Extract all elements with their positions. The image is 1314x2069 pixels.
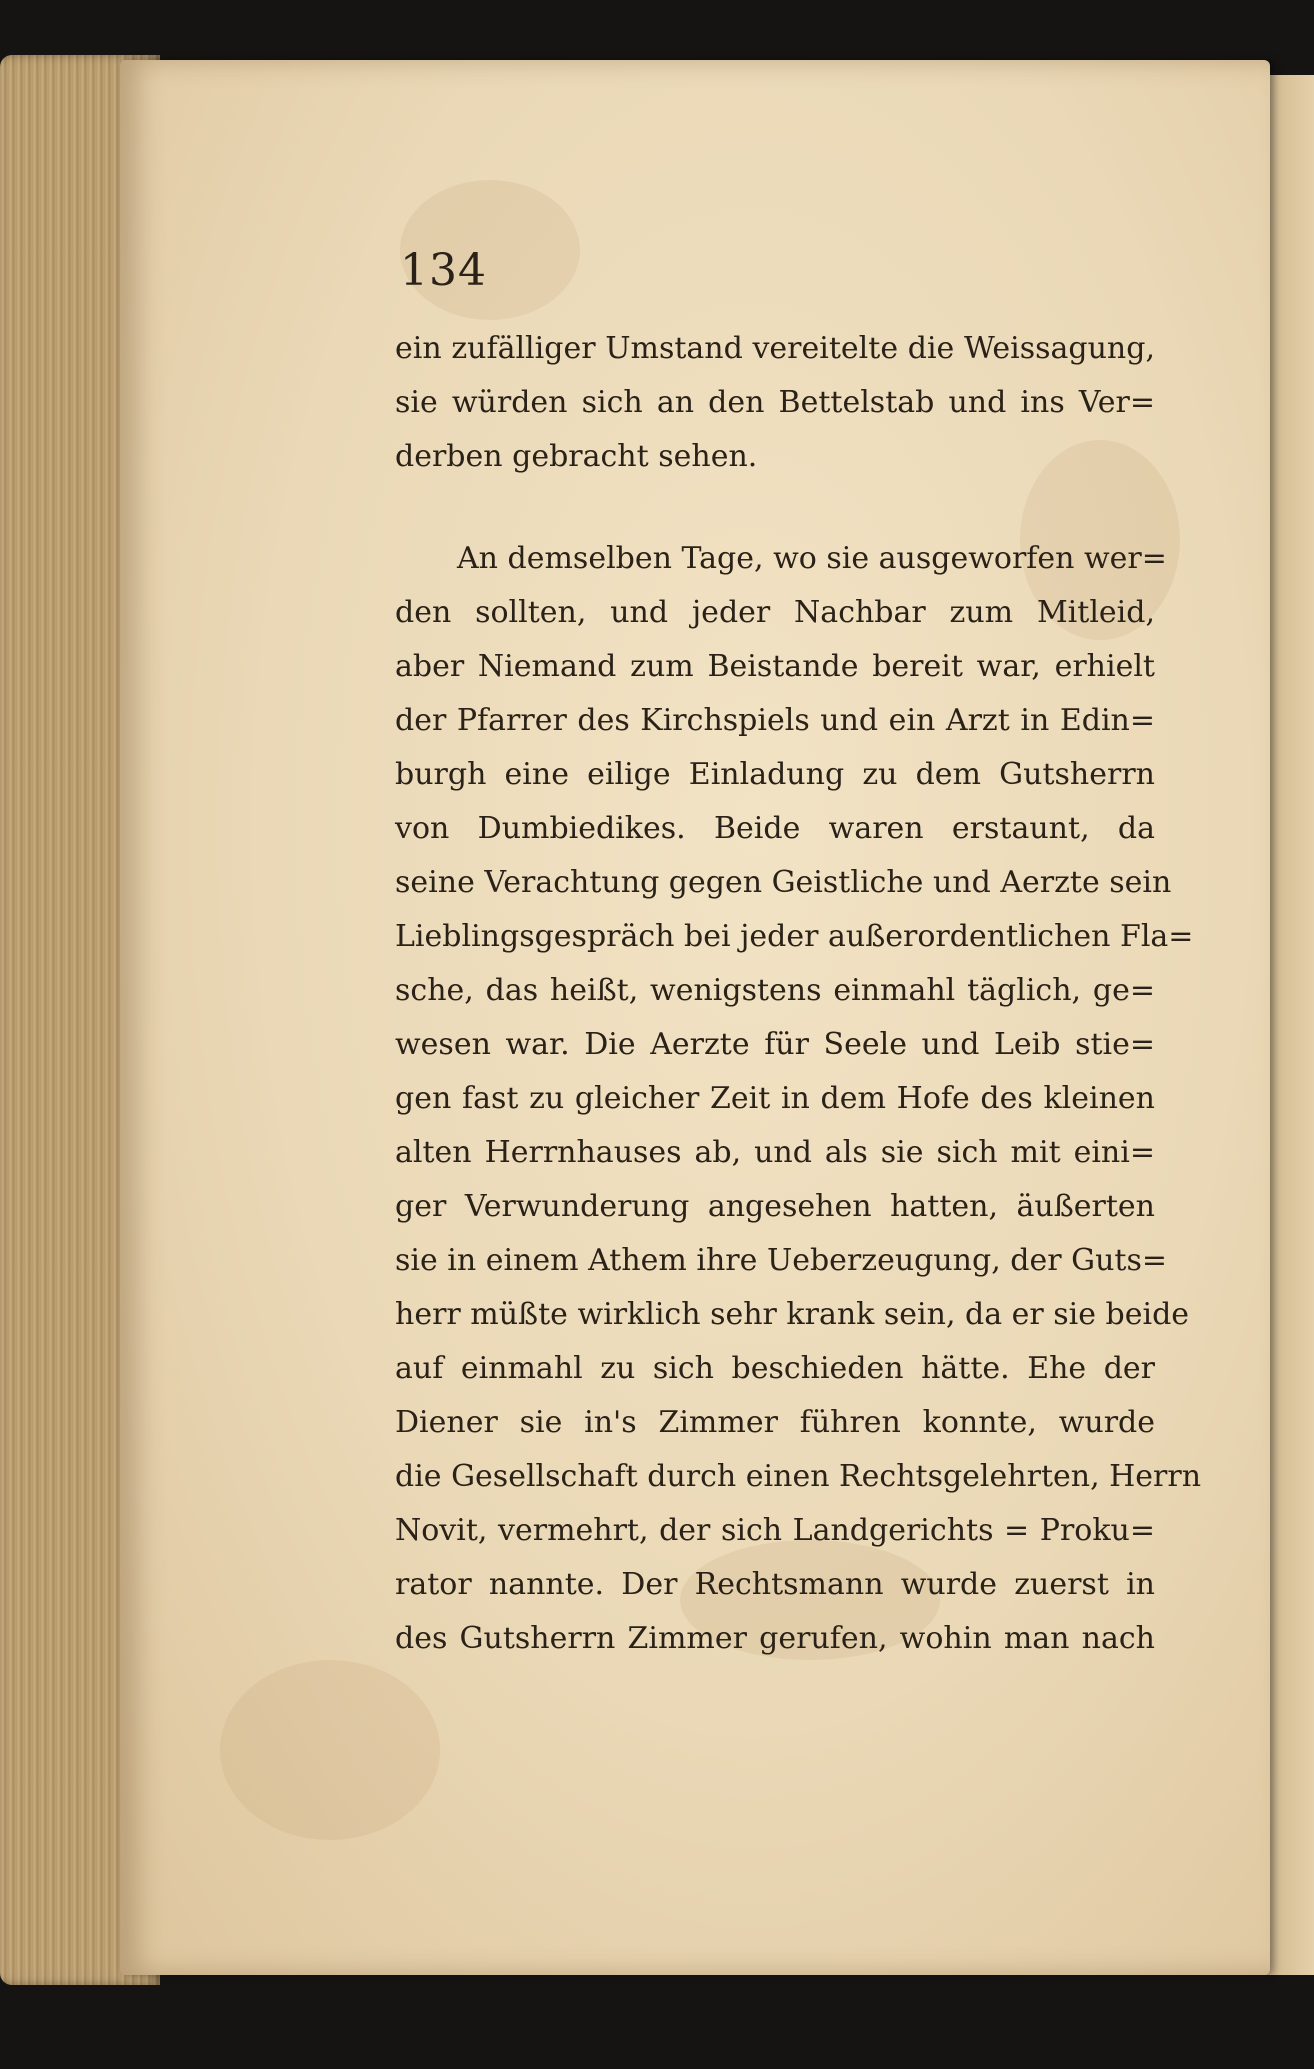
text-line: wesen war. Die Aerzte für Seele und Leib stie= xyxy=(395,1027,1155,1062)
text-line: ger Verwunderung angesehen hatten, äußerten xyxy=(395,1189,1155,1224)
text-line: sche, das heißt, wenigstens einmahl täglich, ge= xyxy=(395,973,1155,1008)
text-line: gen fast zu gleicher Zeit in dem Hofe des kleinen xyxy=(395,1081,1155,1116)
text-line: die Gesellschaft durch einen Rechtsgelehrten, Herrn xyxy=(395,1459,1202,1494)
text-line: Diener sie in's Zimmer führen konnte, wurde xyxy=(395,1405,1155,1440)
body-text xyxy=(395,322,1202,1666)
text-line: den sollten, und jeder Nachbar zum Mitleid, xyxy=(395,595,1155,630)
paper-stain xyxy=(220,1660,440,1840)
text-line: An demselben Tage, wo sie ausgeworfen wer= xyxy=(457,541,1167,576)
paragraph xyxy=(395,532,1202,1666)
text-line: sie würden sich an den Bettelstab und ins Ver= xyxy=(395,385,1155,420)
text-line: des Gutsherrn Zimmer gerufen, wohin man nach xyxy=(395,1621,1155,1656)
text-line: derben gebracht sehen. xyxy=(395,439,758,474)
text-line: aber Niemand zum Beistande bereit war, erhielt xyxy=(395,649,1155,684)
text-line: ein zufälliger Umstand vereitelte die Weissagung, xyxy=(395,331,1155,366)
text-line: herr müßte wirklich sehr krank sein, da er sie beide xyxy=(395,1297,1190,1332)
text-line: alten Herrnhauses ab, und als sie sich mit eini= xyxy=(395,1135,1155,1170)
paragraph xyxy=(395,322,1155,484)
text-line: seine Verachtung gegen Geistliche und Aerzte sein xyxy=(395,865,1172,900)
text-line: rator nannte. Der Rechtsmann wurde zuerst in xyxy=(395,1567,1155,1602)
text-line: Novit, vermehrt, der sich Landgerichts = Proku= xyxy=(395,1513,1155,1548)
text-line: von Dumbiedikes. Beide waren erstaunt, da xyxy=(395,811,1155,846)
text-line: Lieblingsgespräch bei jeder außerordentlichen Fla= xyxy=(395,919,1194,954)
text-line: auf einmahl zu sich beschieden hätte. Ehe der xyxy=(395,1351,1155,1386)
page-number: 134 xyxy=(400,245,487,296)
text-line: sie in einem Athem ihre Ueberzeugung, der Guts= xyxy=(395,1243,1167,1278)
text-line: der Pfarrer des Kirchspiels und ein Arzt in Edin= xyxy=(395,703,1155,738)
text-line: burgh eine eilige Einladung zu dem Gutsherrn xyxy=(395,757,1155,792)
